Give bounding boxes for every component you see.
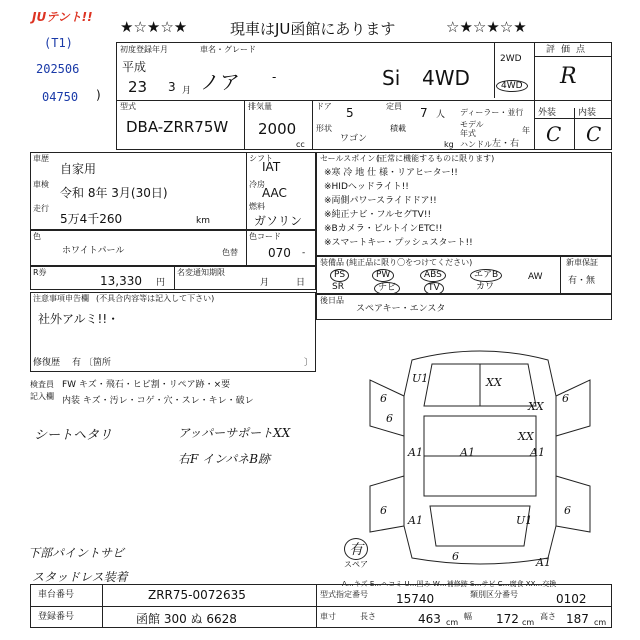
label-first-reg: 初度登録年月 [120,45,168,54]
chassis-number: ZRR75-0072635 [148,588,246,602]
label-name-change: 名変通知期限 [177,268,225,277]
label-shift: シフト [249,154,273,163]
check-line-1: FW キズ・飛石・ヒビ割・リペア跡・×要 [62,380,231,390]
mark-xx-right: XX [528,400,544,413]
year-unit: 年 [522,126,530,135]
caution-label: 注意事項申告欄 [33,294,89,303]
handle: 左・右 [492,139,520,149]
displacement: 2000 [258,120,297,138]
cert-number: 15740 [396,592,435,606]
drive: 4WD [422,66,470,90]
yen-unit: 円 [156,278,166,288]
label-repair-history: 修復歴 [33,358,61,368]
equip-leather: カワ [476,282,495,292]
height: 187 [566,612,589,626]
legend: A…キズ E…ヘコミ U…凹み W…補修跡 S…サビ C…腐食 XX…交換 [342,580,557,588]
score: R [560,64,577,89]
equip-airbag: エアB [470,269,502,282]
use: 自家用 [60,162,97,176]
width: 172 [496,612,519,626]
label-width: 幅 [464,612,472,621]
seat: 7 [420,106,428,120]
mark-6-left: 6 [386,412,393,425]
label-ac: 冷房 [249,180,265,189]
car-diagram [360,336,600,576]
label-color-code: 色コード [249,232,281,241]
label-interior: 内装 [578,108,597,118]
equip-note: (純正品に限り〇をつけてください) [346,258,473,267]
sales-note: (正常に機能するものに限ります) [376,154,495,163]
note-pillar: 右F インパネB跡 [178,452,271,466]
repair-history: 有 〔箇所 [72,358,111,368]
label-car: 車名・グレード [200,45,256,54]
model-type: DBA-ZRR75W [126,118,229,136]
color-code: 070 [268,246,291,260]
mark-a1-bottom: A1 [536,556,551,569]
sales-item-5: ※Bカメラ・ビルトインETC!! [324,224,443,234]
inspection: 令和 8年 3月(30日) [60,186,168,200]
mark-6-left-top: 6 [380,392,387,405]
mark-a1-right: A1 [530,446,545,459]
note-paint: 下部パイントサビ [28,546,125,560]
reg-year: 23 [128,78,148,96]
lot-b: 04750 [42,90,79,104]
t-code: (T1) [44,36,73,50]
plate-number: 函館 300 ぬ 6628 [136,612,237,626]
recycle-fee: 13,330 [100,274,142,288]
mark-u1-bottom: U1 [516,514,533,527]
label-dealer: ディーラー・並行 [460,108,524,117]
rear-label: 後日品 [320,296,344,305]
mileage: 5万4千260 [60,212,123,226]
rear-text: スペアキー・エンスタ [356,304,446,314]
label-warranty: 新車保証 [566,258,598,267]
logo: JUテント!! [32,10,93,24]
seat-unit: 人 [436,110,446,120]
car-name: ノア [200,70,240,94]
mark-a1-bottom-left: A1 [408,514,423,527]
sales-label: セールスポイント [320,154,384,163]
length-unit: cm [446,618,459,627]
mark-6-right-top: 6 [562,392,569,405]
car-dash: - [272,70,277,84]
mark-6-right-bottom: 6 [564,504,571,517]
cc-unit: cc [296,140,305,149]
width-unit: cm [522,618,535,627]
label-plate: 登録番号 [38,612,75,622]
two-wd: 2WD [500,54,522,64]
mark-a1-left: A1 [408,446,423,459]
label-load: 積載 [390,124,406,133]
month-unit: 月 [260,278,270,288]
label-displacement: 排気量 [248,102,272,111]
label-score: 評価点 [546,45,592,55]
history-bracket: 〕 [304,358,314,368]
equip-ps: PS [330,269,349,282]
door: 5 [346,106,354,120]
interior-grade: C [586,122,602,146]
label-inspection: 車検 [33,180,49,189]
equip-pw: PW [372,269,394,282]
shape: ワゴン [340,134,368,144]
equip-sr: SR [332,282,344,292]
lot-a: 202506 [36,62,80,76]
mark-xx-top: XX [486,376,502,389]
day-unit: 日 [296,278,306,288]
label-height: 高さ [540,612,556,621]
warranty: 有・無 [568,276,596,286]
check-line-2: 内装 キズ・汚レ・コゲ・穴・スレ・キレ・破レ [62,396,254,406]
ac: AAC [262,186,287,200]
mark-6-bottom: 6 [452,550,459,563]
shift: IAT [262,160,281,174]
note-seat: シートヘタリ [34,428,113,443]
fuel: ガソリン [254,214,303,228]
four-wd: 4WD [496,80,528,92]
km-unit: km [196,216,210,226]
class-number: 0102 [556,592,587,606]
equip-navi: ナビ [374,282,400,295]
color: ホワイトパール [62,246,125,256]
sales-item-6: ※スマートキー・プッシュスタート!! [324,238,473,248]
equip-abs: ABS [420,269,446,282]
spare-label: スペア [344,560,368,569]
grade: Si [382,66,401,90]
height-unit: cm [594,618,607,627]
color-dash: - [302,248,306,258]
mark-a1-center: A1 [460,446,475,459]
mark-6-left-bottom: 6 [380,504,387,517]
caution-text: 社外アルミ!!・ [38,312,120,326]
spare-mark: 有 [344,538,368,560]
label-use: 車歴 [33,154,49,163]
label-fuel: 燃料 [249,202,265,211]
label-type: 型式 [120,102,136,111]
length: 463 [418,612,441,626]
label-inspector: 検査員 [30,380,54,389]
exterior-grade: C [546,122,562,146]
mark-u1-top: U1 [412,372,429,385]
label-handle: ハンドル [460,140,492,149]
note-upper-support: アッパーサポートXX [178,426,291,440]
label-chassis: 車台番号 [38,590,75,600]
caution-note: (不具合内容等は記入して下さい) [96,294,215,303]
label-size: 車寸 [320,612,336,621]
reg-month: 3 [168,80,176,94]
equip-label: 装備品 [320,258,344,267]
equip-tv: TV [424,282,444,295]
label-exterior: 外装 [538,108,557,118]
label-recycle: R券 [33,268,47,277]
reg-month-unit: 月 [182,86,192,96]
sales-item-1: ※寒 冷 地 仕 様・リアヒーター!! [324,168,458,178]
label-door: ドア [316,102,332,111]
era: 平成 [122,60,147,74]
label-color-change: 色替 [222,248,238,257]
label-mileage: 走行 [33,204,49,213]
equip-aw: AW [528,272,543,282]
note-studless: スタッドレス装着 [32,570,128,584]
banner-text: 現車はJU函館にあります [230,20,396,38]
label-seat: 定員 [386,102,402,111]
stars-left: ★☆★☆★ [120,18,188,36]
sales-item-3: ※両側パワースライドドア!! [324,196,437,206]
sales-item-2: ※HIDヘッドライト!! [324,182,409,192]
sales-item-4: ※純正ナビ・フルセグTV!! [324,210,432,220]
label-class: 類別区分番号 [470,590,518,599]
side-paren: ) [96,88,101,102]
tax-box [30,266,316,290]
label-entry: 記入欄 [30,392,54,401]
label-cert: 型式指定番号 [320,590,368,599]
stars-right: ☆★☆★☆★ [446,18,527,36]
label-shape: 形状 [316,124,332,133]
mark-xx-center: XX [518,430,534,443]
label-color: 色 [33,232,41,241]
kg-unit: kg [444,140,454,149]
label-length: 長さ [360,612,376,621]
label-model-year: モデル年式 [460,120,484,138]
